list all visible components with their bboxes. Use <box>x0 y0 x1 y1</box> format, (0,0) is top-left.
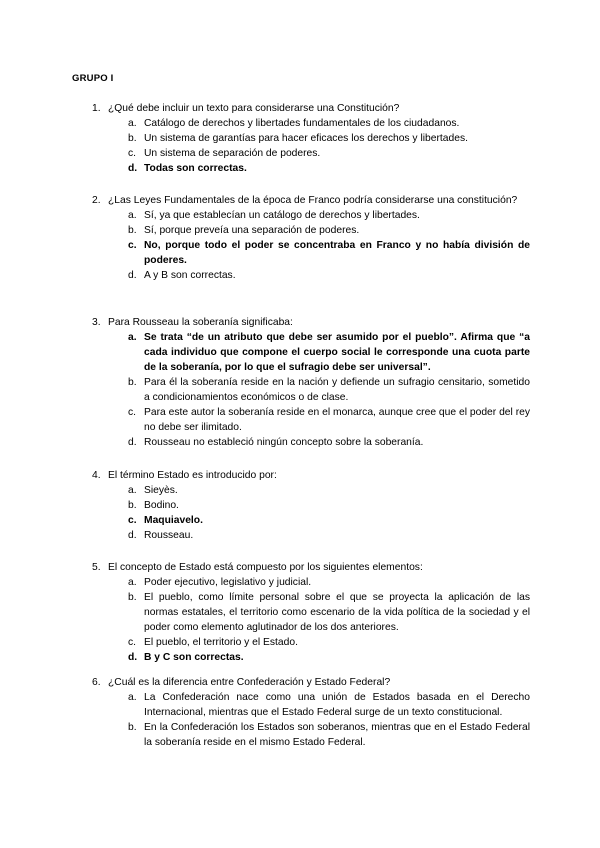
option-a <box>128 690 530 720</box>
option-letter: c. <box>128 240 137 251</box>
option-text: Poder ejecutivo, legislativo y judicial. <box>144 577 312 588</box>
option-text: A y B son correctas. <box>144 270 236 281</box>
option-c <box>128 635 530 650</box>
option-b <box>128 223 530 238</box>
question-5 <box>92 560 530 665</box>
option-letter: b. <box>128 500 137 511</box>
option-c-correct <box>128 513 530 528</box>
option-text: Sí, porque preveía una separación de poderes. <box>144 225 360 236</box>
option-text: Un sistema de separación de poderes. <box>144 148 321 159</box>
option-d <box>128 435 530 450</box>
option-b <box>128 131 530 146</box>
option-letter: a. <box>128 692 137 703</box>
option-letter: b. <box>128 722 137 733</box>
option-text: Rousseau. <box>144 530 194 541</box>
option-letter: d. <box>128 437 137 448</box>
question-text: El concepto de Estado está compuesto por los siguientes elementos: <box>108 562 423 573</box>
option-letter: d. <box>128 530 137 541</box>
option-letter: d. <box>128 163 138 174</box>
option-letter: b. <box>128 377 137 388</box>
question-1 <box>92 101 530 176</box>
question-number: 2. <box>92 195 101 206</box>
option-text: En la Confederación los Estados son soberanos, mientras que en el Estado Federal la soberanía reside en el mismo Estado Federal. <box>144 722 530 748</box>
option-text: Todas son correctas. <box>144 163 247 174</box>
option-text: Se trata “de un atributo que debe ser asumido por el pueblo”. Afirma que “a cada individuo que compone el cuerpo social le corresponde una cuota parte de la soberanía, por lo que el sufragio debe ser universal”. <box>144 332 530 373</box>
option-text: El pueblo, el territorio y el Estado. <box>144 637 298 648</box>
question-number: 4. <box>92 470 101 481</box>
option-d <box>128 528 530 543</box>
options-list <box>128 116 530 176</box>
option-b <box>128 375 530 405</box>
question-text: ¿Qué debe incluir un texto para considerarse una Constitución? <box>108 103 400 114</box>
option-b <box>128 720 530 750</box>
question-number: 3. <box>92 317 101 328</box>
option-text: Rousseau no estableció ningún concepto sobre la soberanía. <box>144 437 424 448</box>
question-3 <box>92 315 530 450</box>
question-text: El término Estado es introducido por: <box>108 470 277 481</box>
option-text: No, porque todo el poder se concentraba en Franco y no había división de poderes. <box>144 240 530 266</box>
group-title: GRUPO I <box>72 73 114 84</box>
option-letter: a. <box>128 332 137 343</box>
option-text: Sí, ya que establecían un catálogo de derechos y libertades. <box>144 210 420 221</box>
option-text: Catálogo de derechos y libertades fundamentales de los ciudadanos. <box>144 118 460 129</box>
option-b <box>128 590 530 635</box>
option-text: Un sistema de garantías para hacer eficaces los derechos y libertades. <box>144 133 468 144</box>
question-number: 5. <box>92 562 101 573</box>
option-d <box>128 268 530 283</box>
options-list <box>128 575 530 665</box>
question-text: ¿Cuál es la diferencia entre Confederación y Estado Federal? <box>108 677 391 688</box>
option-a <box>128 208 530 223</box>
question-2 <box>92 193 530 283</box>
option-d-correct <box>128 161 530 176</box>
option-text: La Confederación nace como una unión de Estados basada en el Derecho Internacional, mientras que el Estado Federal surge de un texto constitucional. <box>144 692 530 718</box>
option-text: Bodino. <box>144 500 179 511</box>
options-list <box>128 208 530 283</box>
option-letter: c. <box>128 637 137 648</box>
option-text: B y C son correctas. <box>144 652 244 663</box>
option-letter: a. <box>128 210 137 221</box>
options-list <box>128 330 530 450</box>
option-a <box>128 483 530 498</box>
question-text: Para Rousseau la soberanía significaba: <box>108 317 293 328</box>
question-4 <box>92 468 530 543</box>
question-6 <box>92 675 530 750</box>
option-letter: a. <box>128 577 137 588</box>
option-letter: b. <box>128 592 137 603</box>
option-text: El pueblo, como límite personal sobre el que se proyecta la aplicación de las normas estatales, el territorio como escenario de la vida política de la sociedad y el poder como elemento aglutinador de los dos anteriores. <box>144 592 530 633</box>
question-text: ¿Las Leyes Fundamentales de la época de Franco podría considerarse una constitución? <box>108 195 518 206</box>
option-letter: d. <box>128 652 138 663</box>
option-b <box>128 498 530 513</box>
option-text: Para él la soberanía reside en la nación y defiende un sufragio censitario, sometido a condicionamientos económicos o de clase. <box>144 377 530 403</box>
option-c <box>128 146 530 161</box>
option-letter: c. <box>128 515 137 526</box>
option-letter: a. <box>128 485 137 496</box>
option-letter: a. <box>128 118 137 129</box>
option-a <box>128 575 530 590</box>
option-letter: d. <box>128 270 137 281</box>
options-list <box>128 690 530 750</box>
option-text: Para este autor la soberanía reside en el monarca, aunque cree que el poder del rey no debe ser ilimitado. <box>144 407 530 433</box>
option-a-correct <box>128 330 530 375</box>
question-number: 1. <box>92 103 101 114</box>
question-number: 6. <box>92 677 101 688</box>
options-list <box>128 483 530 543</box>
option-text: Sieyès. <box>144 485 178 496</box>
option-d-correct <box>128 650 530 665</box>
option-a <box>128 116 530 131</box>
option-letter: c. <box>128 148 137 159</box>
option-text: Maquiavelo. <box>144 515 203 526</box>
option-c-correct <box>128 238 530 268</box>
option-letter: b. <box>128 225 137 236</box>
option-c <box>128 405 530 435</box>
option-letter: b. <box>128 133 137 144</box>
option-letter: c. <box>128 407 137 418</box>
